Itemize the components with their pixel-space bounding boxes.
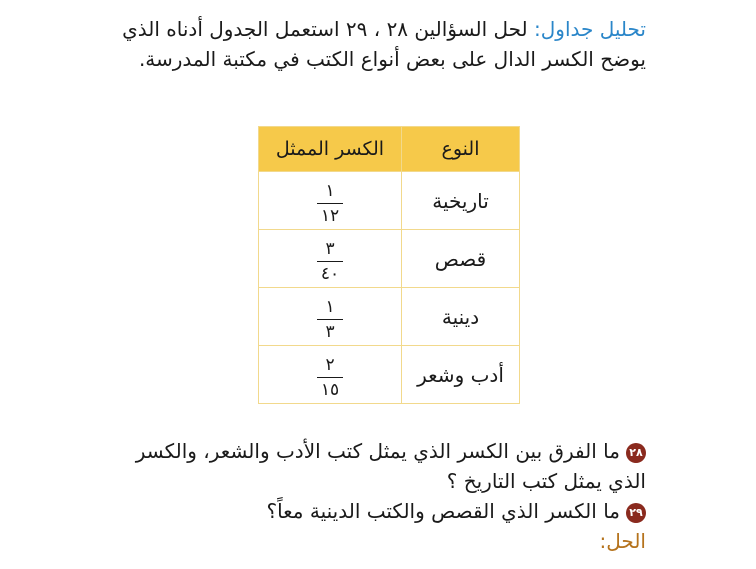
table-row: [259, 346, 520, 404]
table-row: [259, 172, 520, 230]
table-row: [259, 288, 520, 346]
intro-text: لحل السؤالين ٢٨ ، ٢٩ استعمل الجدول أدناه الذي يوضح الكسر الدال على بعض أنواع الكتب في مكتبة المدرسة.: [122, 17, 646, 71]
denominator: ١٥: [320, 379, 340, 400]
numerator: ١: [325, 180, 335, 201]
row-type: تاريخية: [402, 172, 520, 230]
fraction-bar: [317, 261, 343, 262]
fraction-bar: [317, 203, 343, 204]
fraction: [317, 240, 343, 283]
question-29: [106, 496, 646, 526]
book-fractions-table: [258, 126, 520, 404]
question-text: ما الكسر الذي القصص والكتب الدينية معاً؟: [266, 499, 620, 523]
denominator: ١٢: [320, 205, 340, 226]
questions-section: [106, 436, 646, 556]
row-fraction: [259, 172, 402, 230]
answer-label: الحل:: [599, 529, 646, 553]
row-type: دينية: [402, 288, 520, 346]
question-number-badge: ٢٨: [626, 443, 646, 463]
numerator: ٢: [325, 354, 335, 375]
question-text: ما الفرق بين الكسر الذي يمثل كتب الأدب والشعر، والكسر الذي يمثل كتب التاريخ ؟: [135, 439, 646, 493]
table-row: [259, 230, 520, 288]
question-28: [106, 436, 646, 496]
denominator: ٣: [325, 321, 335, 342]
fraction: [317, 356, 343, 399]
header-fraction: الكسر الممثل: [259, 127, 402, 172]
header-type: النوع: [402, 127, 520, 172]
fraction: [317, 298, 343, 341]
fraction-bar: [317, 319, 343, 320]
fraction: [317, 182, 343, 225]
denominator: ٤٠: [320, 263, 340, 284]
numerator: ١: [325, 296, 335, 317]
table-header-row: [259, 127, 520, 172]
row-type: أدب وشعر: [402, 346, 520, 404]
fraction-bar: [317, 377, 343, 378]
row-type: قصص: [402, 230, 520, 288]
question-number-badge: ٢٩: [626, 503, 646, 523]
row-fraction: [259, 346, 402, 404]
row-fraction: [259, 288, 402, 346]
row-fraction: [259, 230, 402, 288]
intro-lead: تحليل جداول:: [534, 17, 646, 41]
numerator: ٣: [325, 238, 335, 259]
intro-paragraph: [106, 14, 646, 74]
